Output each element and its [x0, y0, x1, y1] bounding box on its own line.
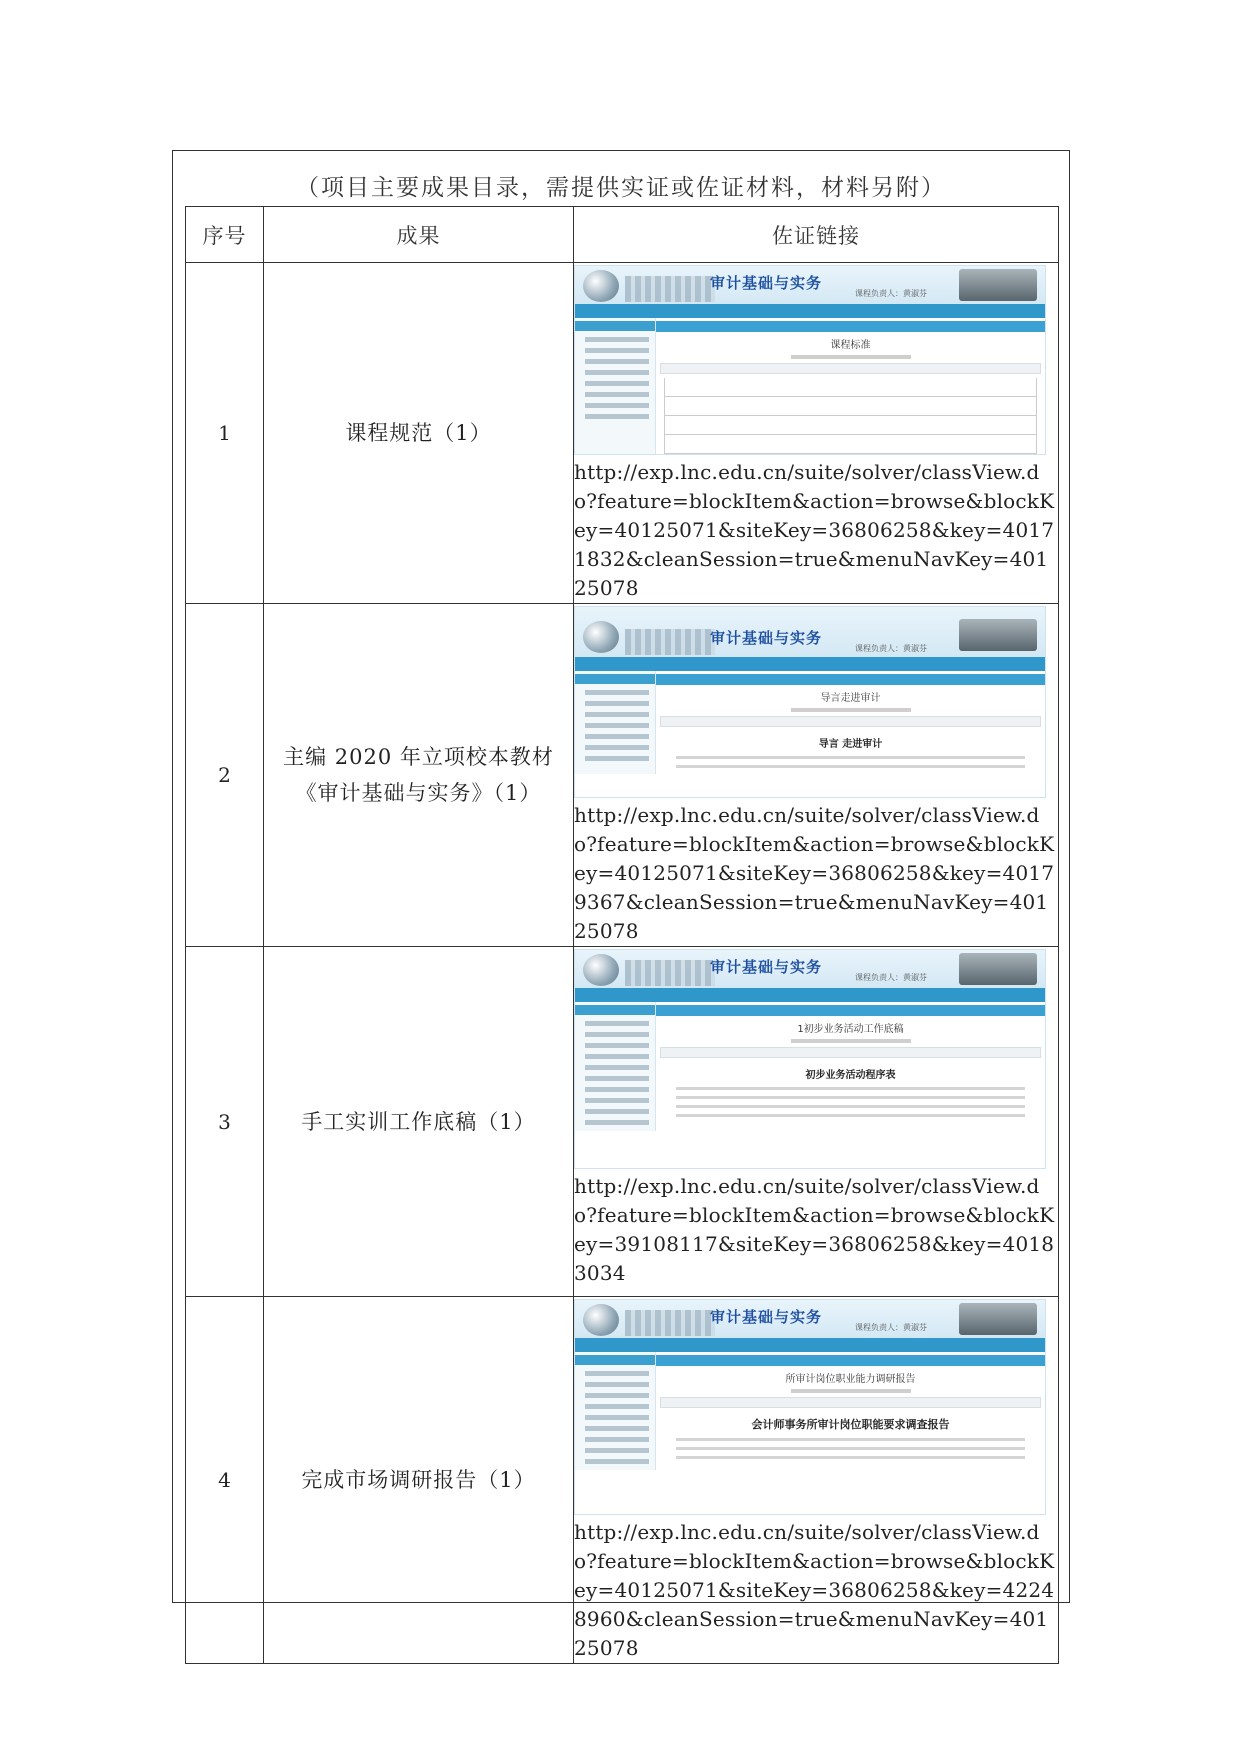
course-banner	[575, 950, 1045, 988]
course-banner	[575, 266, 1045, 304]
globe-icon	[583, 954, 619, 986]
document-heading: 导言 走进审计	[818, 739, 883, 750]
course-leader: 课程负责人：黄淑芬	[855, 644, 927, 653]
evidence-cell	[574, 1297, 1059, 1664]
viewer-toolbar	[660, 363, 1041, 374]
document-title: 导言走进审计	[820, 693, 881, 704]
viewer-toolbar	[660, 716, 1041, 727]
course-leader: 课程负责人：黄淑芬	[855, 289, 927, 298]
header-row	[186, 207, 1059, 263]
row-result: 课程规范（1）	[264, 263, 574, 604]
city-skyline-image	[625, 1310, 715, 1336]
header-result: 成果	[264, 207, 574, 263]
course-title: 审计基础与实务	[710, 1308, 823, 1326]
course-screenshot	[574, 606, 1046, 798]
course-screenshot	[574, 265, 1046, 455]
evidence-cell	[574, 263, 1059, 604]
printer-image	[959, 953, 1037, 985]
course-nav-bar	[575, 657, 1045, 671]
results-table	[185, 206, 1059, 1664]
document-heading: 会计师事务所审计岗位职能要求调查报告	[751, 1418, 950, 1431]
header-no: 序号	[186, 207, 264, 263]
course-title: 审计基础与实务	[710, 958, 823, 976]
city-skyline-image	[625, 276, 715, 302]
evidence-link[interactable]: http://exp.lnc.edu.cn/suite/solver/classView.do?feature=blockItem&action=browse&blockKey=40125071&siteKey=36806258&key=42248960&cleanSession=true&menuNavKey=40125078	[574, 1520, 1055, 1660]
course-nav-bar	[575, 988, 1045, 1002]
evidence-link[interactable]: http://exp.lnc.edu.cn/suite/solver/classView.do?feature=blockItem&action=browse&blockKey=39108117&siteKey=36806258&key=40183034	[574, 1174, 1055, 1285]
row-result: 完成市场调研报告（1）	[264, 1297, 574, 1664]
row-number: 4	[186, 1297, 264, 1664]
document-heading: 初步业务活动程序表	[805, 1070, 896, 1081]
course-sidebar	[575, 1352, 656, 1470]
row-number: 3	[186, 947, 264, 1297]
course-leader: 课程负责人：黄淑芬	[855, 1323, 927, 1332]
document-title: 所审计岗位职业能力调研报告	[785, 1374, 916, 1385]
course-screenshot	[574, 1299, 1046, 1515]
breadcrumb	[656, 321, 1045, 332]
printer-image	[959, 619, 1037, 651]
table-row	[186, 604, 1059, 947]
breadcrumb	[656, 674, 1045, 685]
course-banner	[575, 1300, 1045, 1338]
row-number: 1	[186, 263, 264, 604]
course-sidebar	[575, 671, 656, 774]
city-skyline-image	[625, 629, 715, 655]
breadcrumb	[656, 1005, 1045, 1016]
evidence-link[interactable]: http://exp.lnc.edu.cn/suite/solver/classView.do?feature=blockItem&action=browse&blockKey=40125071&siteKey=36806258&key=40171832&cleanSession=true&menuNavKey=40125078	[574, 460, 1055, 600]
row-result: 手工实训工作底稿（1）	[264, 947, 574, 1297]
table-row	[186, 1297, 1059, 1664]
globe-icon	[583, 270, 619, 302]
globe-icon	[583, 621, 619, 653]
table-caption: （项目主要成果目录，需提供实证或佐证材料，材料另附）	[296, 175, 946, 201]
evidence-cell	[574, 604, 1059, 947]
printer-image	[959, 269, 1037, 301]
course-nav-bar	[575, 304, 1045, 318]
evidence-link[interactable]: http://exp.lnc.edu.cn/suite/solver/classView.do?feature=blockItem&action=browse&blockKey=40125071&siteKey=36806258&key=40179367&cleanSession=true&menuNavKey=40125078	[574, 803, 1055, 943]
globe-icon	[583, 1304, 619, 1336]
viewer-toolbar	[660, 1047, 1041, 1058]
city-skyline-image	[625, 960, 715, 986]
document-title: 1初步业务活动工作底稿	[797, 1024, 904, 1035]
printer-image	[959, 1303, 1037, 1335]
table-row	[186, 263, 1059, 604]
results-frame	[172, 150, 1070, 1660]
course-title: 审计基础与实务	[710, 629, 823, 647]
row-number: 2	[186, 604, 264, 947]
header-link: 佐证链接	[574, 207, 1059, 263]
course-banner	[575, 607, 1045, 657]
evidence-cell	[574, 947, 1059, 1297]
course-sidebar	[575, 318, 656, 454]
row-result: 主编 2020 年立项校本教材《审计基础与实务》（1）	[264, 604, 574, 947]
course-nav-bar	[575, 1338, 1045, 1352]
course-sidebar	[575, 1002, 656, 1131]
course-screenshot	[574, 949, 1046, 1169]
course-leader: 课程负责人：黄淑芬	[855, 973, 927, 982]
course-title: 审计基础与实务	[710, 274, 823, 292]
document-title: 课程标准	[830, 340, 871, 351]
table-row	[186, 947, 1059, 1297]
breadcrumb	[656, 1355, 1045, 1366]
viewer-toolbar	[660, 1397, 1041, 1408]
